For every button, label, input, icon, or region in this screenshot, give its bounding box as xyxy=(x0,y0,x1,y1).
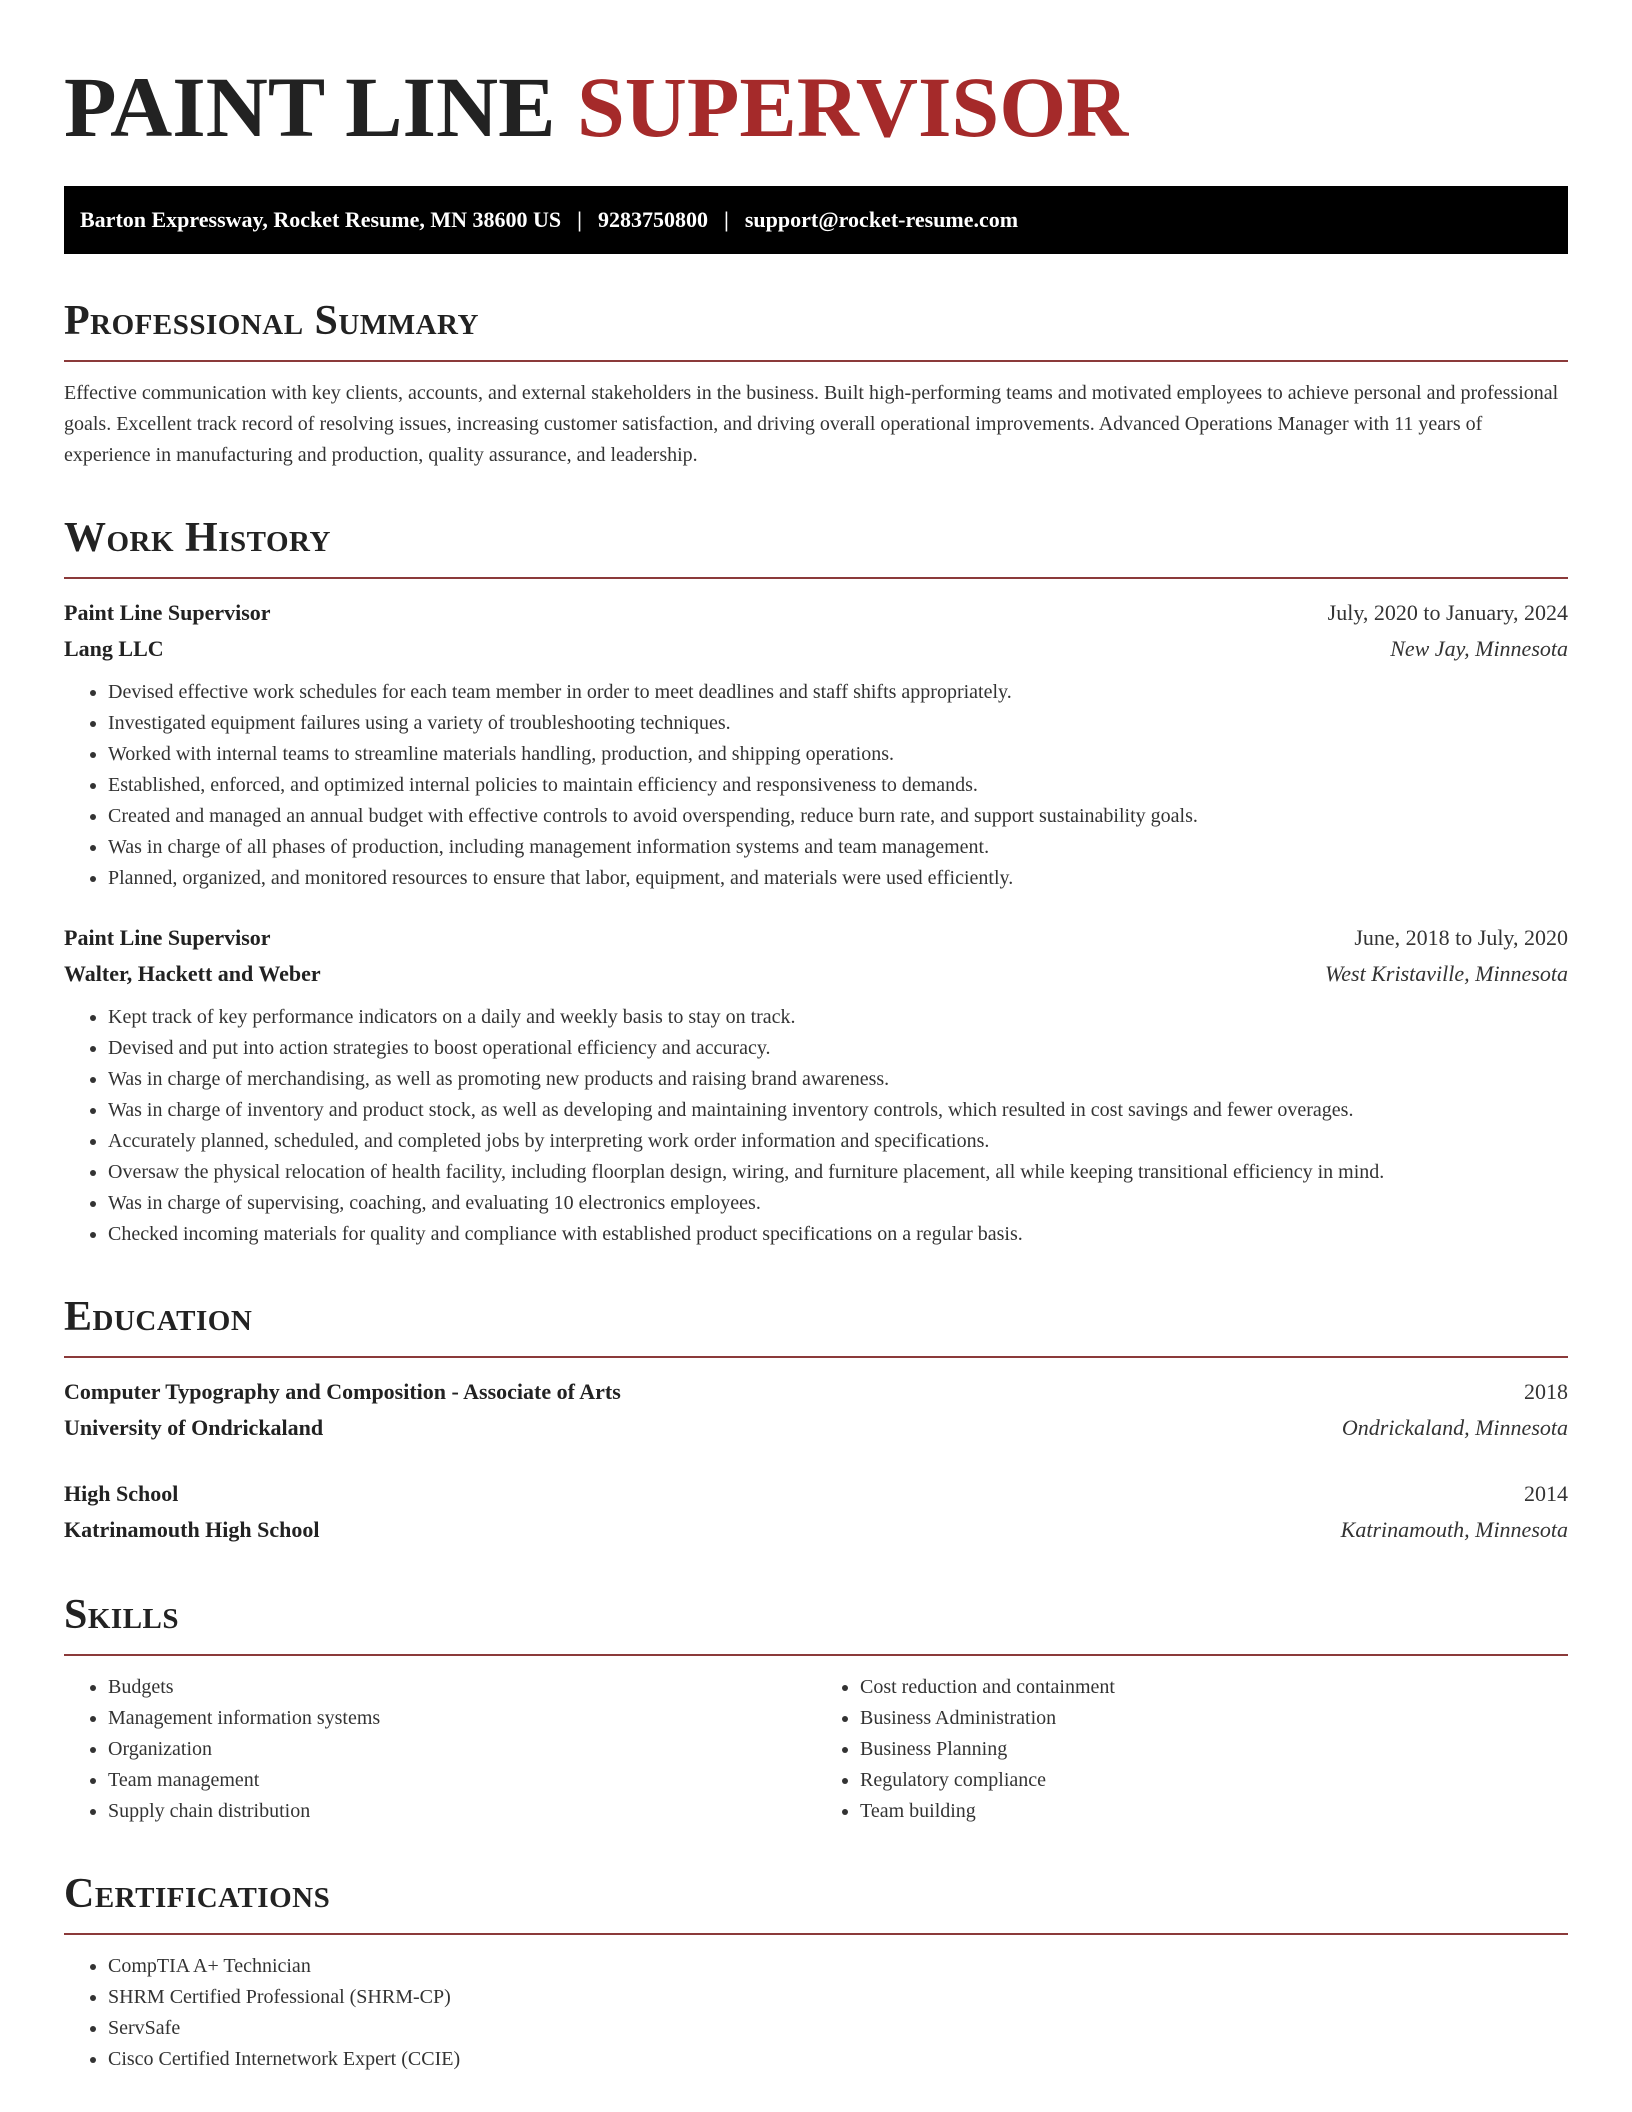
skill-item: • Team building xyxy=(860,1796,1568,1827)
job-company: Lang LLC xyxy=(64,636,164,661)
work-history-heading: Work History xyxy=(64,515,331,561)
list-item: • Kept track of key performance indicators on a daily and weekly basis to stay on track. xyxy=(108,1002,1568,1033)
skill-item: • Supply chain distribution xyxy=(108,1796,816,1827)
name-second: SUPERVISOR xyxy=(576,59,1129,155)
list-item: • Devised and put into action strategies to boost operational efficiency and accuracy. xyxy=(108,1033,1568,1064)
list-item: • Was in charge of merchandising, as well as promoting new products and raising brand awareness. xyxy=(108,1064,1568,1095)
name-first: PAINT LINE xyxy=(64,59,556,155)
job-dates: July, 2020 to January, 2024 xyxy=(1327,600,1568,625)
job-company-row xyxy=(64,956,1568,992)
skill-item: • Team management xyxy=(108,1765,816,1796)
contact-bar xyxy=(64,186,1568,254)
job-entry xyxy=(64,595,1568,894)
list-item: • Was in charge of supervising, coaching, and evaluating 10 electronics employees. xyxy=(108,1188,1568,1219)
job-role: Paint Line Supervisor xyxy=(64,600,271,625)
skills-heading: Skills xyxy=(64,1592,180,1638)
contact-address: Barton Expressway, Rocket Resume, MN 38600 US xyxy=(80,207,562,232)
list-item: • Checked incoming materials for quality and compliance with established product specifications on a regular basis. xyxy=(108,1219,1568,1250)
job-dates: June, 2018 to July, 2020 xyxy=(1354,925,1568,950)
section-divider xyxy=(64,1654,1568,1656)
job-header-row xyxy=(64,920,1568,956)
skill-item: • Budgets xyxy=(108,1672,816,1703)
section-divider xyxy=(64,577,1568,579)
education-degree-row xyxy=(64,1374,1568,1410)
list-item: • Created and managed an annual budget with effective controls to avoid overspending, reduce burn rate, and support sustainability goals. xyxy=(108,801,1568,832)
job-header-row xyxy=(64,595,1568,631)
skill-item: • Organization xyxy=(108,1734,816,1765)
list-item: • Accurately planned, scheduled, and completed jobs by interpreting work order information and specifications. xyxy=(108,1126,1568,1157)
skill-item: • Regulatory compliance xyxy=(860,1765,1568,1796)
education-school-row xyxy=(64,1410,1568,1446)
resume-name xyxy=(64,59,1568,155)
skill-item: • Business Administration xyxy=(860,1703,1568,1734)
job-company-row xyxy=(64,631,1568,667)
skill-item: • Management information systems xyxy=(108,1703,816,1734)
job-bullets xyxy=(64,677,1568,894)
certification-item: • CompTIA A+ Technician xyxy=(108,1951,1568,1982)
list-item: • Worked with internal teams to streamline materials handling, production, and shipping operations. xyxy=(108,739,1568,770)
contact-separator: | xyxy=(724,207,729,232)
certifications-heading: Certifications xyxy=(64,1871,331,1917)
job-role: Paint Line Supervisor xyxy=(64,925,271,950)
education-degree: High School xyxy=(64,1481,179,1506)
job-location: New Jay, Minnesota xyxy=(1390,636,1568,661)
education-year: 2018 xyxy=(1524,1379,1568,1404)
job-location: West Kristaville, Minnesota xyxy=(1324,961,1568,986)
list-item: • Was in charge of all phases of production, including management information systems and team management. xyxy=(108,832,1568,863)
education-location: Ondrickaland, Minnesota xyxy=(1341,1415,1568,1440)
skill-item: • Cost reduction and containment xyxy=(860,1672,1568,1703)
education-location: Katrinamouth, Minnesota xyxy=(1340,1517,1568,1542)
list-item: • Was in charge of inventory and product stock, as well as developing and maintaining inventory controls, which resulted in cost savings and fewer overages. xyxy=(108,1095,1568,1126)
certifications-list xyxy=(64,1951,1568,2075)
section-divider xyxy=(64,360,1568,362)
job-entry xyxy=(64,920,1568,1250)
contact-separator: | xyxy=(577,207,582,232)
education-entry xyxy=(64,1476,1568,1548)
education-degree-row xyxy=(64,1476,1568,1512)
list-item: • Planned, organized, and monitored resources to ensure that labor, equipment, and materials were used efficiently. xyxy=(108,863,1568,894)
education-school: Katrinamouth High School xyxy=(64,1517,320,1542)
contact-phone: 9283750800 xyxy=(598,207,708,232)
section-divider xyxy=(64,1933,1568,1935)
education-degree: Computer Typography and Composition - Associate of Arts xyxy=(64,1379,621,1404)
list-item: • Devised effective work schedules for each team member in order to meet deadlines and staff shifts appropriately. xyxy=(108,677,1568,708)
list-item: • Established, enforced, and optimized internal policies to maintain efficiency and responsiveness to demands. xyxy=(108,770,1568,801)
education-entry xyxy=(64,1374,1568,1446)
job-company: Walter, Hackett and Weber xyxy=(64,961,321,986)
list-item: • Oversaw the physical relocation of health facility, including floorplan design, wiring, and furniture placement, all while keeping transitional efficiency in mind. xyxy=(108,1157,1568,1188)
education-school-row xyxy=(64,1512,1568,1548)
section-divider xyxy=(64,1356,1568,1358)
contact-email[interactable]: support@rocket-resume.com xyxy=(744,207,1019,232)
skill-item: • Business Planning xyxy=(860,1734,1568,1765)
education-year: 2014 xyxy=(1524,1481,1568,1506)
education-school: University of Ondrickaland xyxy=(64,1415,324,1440)
skills-columns xyxy=(64,1672,1568,1827)
certification-item: • Cisco Certified Internetwork Expert (CCIE) xyxy=(108,2044,1568,2075)
list-item: • Investigated equipment failures using a variety of troubleshooting techniques. xyxy=(108,708,1568,739)
education-heading: Education xyxy=(64,1294,253,1340)
certification-item: • ServSafe xyxy=(108,2013,1568,2044)
job-bullets xyxy=(64,1002,1568,1250)
summary-heading: Professional Summary xyxy=(64,298,479,344)
skills-list-left xyxy=(64,1672,816,1827)
skills-list-right xyxy=(816,1672,1568,1827)
summary-text: Effective communication with key clients, accounts, and external stakeholders in the business. Built high-performing teams and motivated employees to achieve personal and professional goals. Excellent track record of resolving issues, increasing customer satisfaction, and driving overall operational improvements. Advanced Operations Manager with 11 years of experience in manufacturing and production, quality assurance, and leadership. xyxy=(64,382,1559,466)
certification-item: • SHRM Certified Professional (SHRM-CP) xyxy=(108,1982,1568,2013)
